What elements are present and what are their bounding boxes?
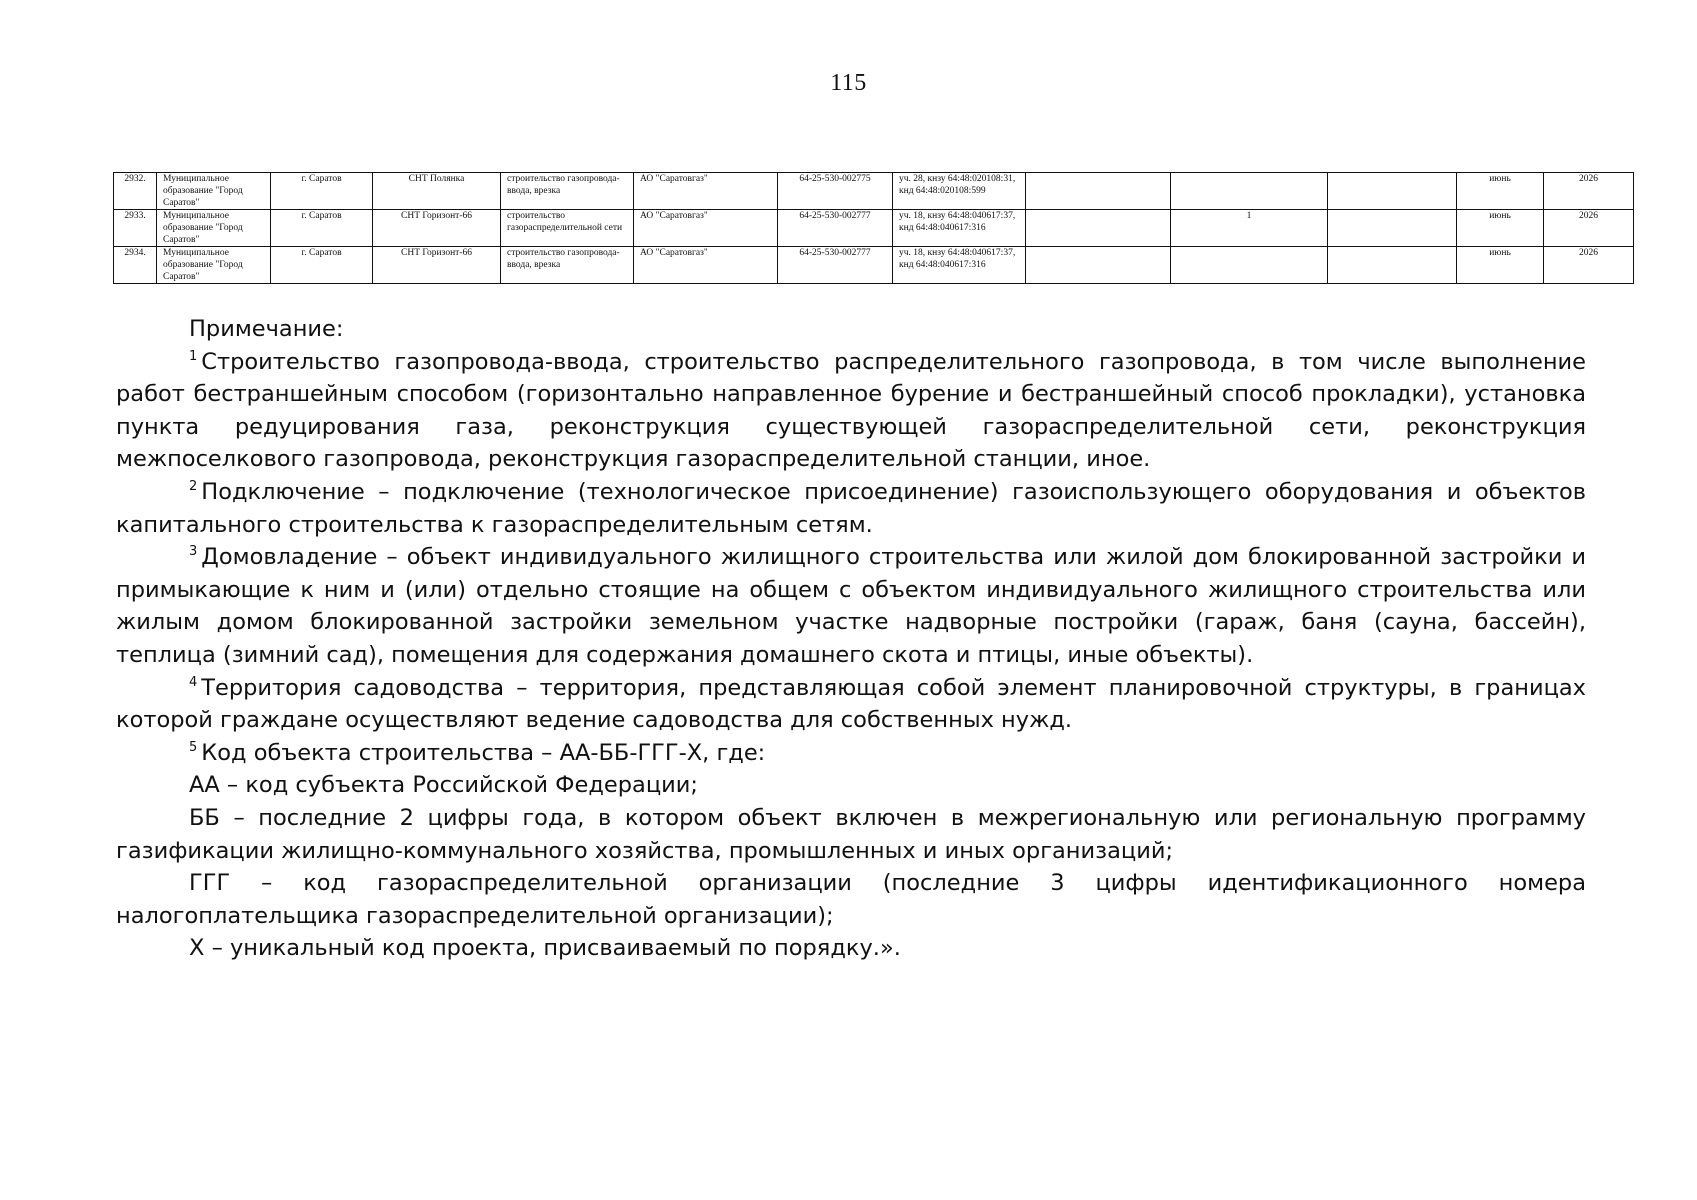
- notes-section: [116, 313, 1586, 965]
- note-text: Код объекта строительства – АА-ББ-ГГГ-Х, где:: [201, 739, 766, 766]
- note-text: Подключение – подключение (технологическое присоединение) газоиспользующего оборудования и объектов капитального строительства к газораспределительным сетям.: [116, 478, 1586, 538]
- city-cell: г. Саратов: [271, 210, 373, 247]
- note-item: [116, 672, 1586, 737]
- object-code-cell: 64-25-530-002775: [778, 173, 893, 210]
- code-line: ББ – последние 2 цифры года, в котором объект включен в межрегиональную или региональную программу газификации жилищно-коммунального хозяйства, промышленных и иных организаций;: [116, 804, 1586, 864]
- notes-heading: Примечание:: [189, 316, 344, 342]
- territory-cell: СНТ Полянка: [373, 173, 501, 210]
- empty-cell: [1026, 173, 1171, 210]
- code-line: ГГГ – код газораспределительной организации (последние 3 цифры идентификационного номера налогоплательщика газораспределительной организации);: [116, 870, 1586, 929]
- work-type-cell: строительство газопровода-ввода, врезка: [501, 173, 634, 210]
- note-text: Домовладение – объект индивидуального жилищного строительства или жилой дом блокированной застройки и примыкающие к ним и (или) отдельно стоящие на общем с объектом индивидуального жилищного строительства или жилым домом блокированной застройки земельном участке надворные постройки (гараж, баня (сауна, бассейн), теплица (зимний сад), помещения для содержания домашнего скота и птицы, иные объекты).: [116, 544, 1586, 668]
- work-type-cell: строительство газопровода-ввода, врезка: [501, 247, 634, 284]
- empty-cell: [1328, 210, 1457, 247]
- table-row: [114, 173, 1634, 210]
- footnote-marker: 5: [189, 739, 198, 755]
- month-cell: июнь: [1457, 173, 1544, 210]
- empty-cell: [1026, 210, 1171, 247]
- organization-cell: АО "Саратовгаз": [634, 247, 778, 284]
- empty-cell: [1328, 247, 1457, 284]
- count-cell: 1: [1171, 210, 1328, 247]
- code-line: Х – уникальный код проекта, присваиваемый по порядку.».: [189, 935, 901, 962]
- plot-cell: уч. 18, кнзу 64:48:040617:37, кнд 64:48:040617:316: [893, 210, 1026, 247]
- city-cell: г. Саратов: [271, 247, 373, 284]
- month-cell: июнь: [1457, 247, 1544, 284]
- footnote-marker: 3: [189, 544, 198, 560]
- territory-cell: СНТ Горизонт-66: [373, 247, 501, 284]
- work-type-cell: строительство газораспределительной сети: [501, 210, 634, 247]
- plot-cell: уч. 28, кнзу 64:48:020108:31, кнд 64:48:020108:599: [893, 173, 1026, 210]
- table-row: [114, 210, 1634, 247]
- note-item: [116, 737, 1586, 770]
- year-cell: 2026: [1544, 173, 1634, 210]
- note-text: Территория садоводства – территория, представляющая собой элемент планировочной структуры, в границах которой граждане осуществляют ведение садоводства для собственных нужд.: [116, 674, 1586, 734]
- empty-cell: [1328, 173, 1457, 210]
- note-item: [116, 346, 1586, 476]
- month-cell: июнь: [1457, 210, 1544, 247]
- plot-cell: уч. 18, кнзу 64:48:040617:37, кнд 64:48:040617:316: [893, 247, 1026, 284]
- object-code-cell: 64-25-530-002777: [778, 210, 893, 247]
- footnote-marker: 1: [189, 348, 198, 364]
- year-cell: 2026: [1544, 247, 1634, 284]
- organization-cell: АО "Саратовгаз": [634, 210, 778, 247]
- municipality-cell: Муниципальное образование "Город Саратов": [157, 173, 271, 210]
- note-text: Строительство газопровода-ввода, строительство распределительного газопровода, в том числе выполнение работ бестраншейным способом (горизонтально направленное бурение и бестраншейный способ прокладки), установка пункта редуцирования газа, реконструкция существующей газораспределительной сети, реконструкция межпоселкового газопровода, реконструкция газораспределительной станции, иное.: [116, 348, 1586, 473]
- row-number: 2932.: [114, 173, 157, 210]
- count-cell: [1171, 173, 1328, 210]
- object-code-cell: 64-25-530-002777: [778, 247, 893, 284]
- code-line: АА – код субъекта Российской Федерации;: [189, 772, 698, 799]
- row-number: 2934.: [114, 247, 157, 284]
- count-cell: [1171, 247, 1328, 284]
- municipality-cell: Муниципальное образование "Город Саратов": [157, 210, 271, 247]
- objects-table: [113, 172, 1634, 284]
- year-cell: 2026: [1544, 210, 1634, 247]
- footnote-marker: 4: [189, 674, 198, 690]
- note-item: [116, 476, 1586, 541]
- empty-cell: [1026, 247, 1171, 284]
- organization-cell: АО "Саратовгаз": [634, 173, 778, 210]
- footnote-marker: 2: [189, 478, 198, 494]
- row-number: 2933.: [114, 210, 157, 247]
- page-number: 115: [830, 70, 867, 96]
- table-row: [114, 247, 1634, 284]
- territory-cell: СНТ Горизонт-66: [373, 210, 501, 247]
- city-cell: г. Саратов: [271, 173, 373, 210]
- note-item: [116, 541, 1586, 671]
- municipality-cell: Муниципальное образование "Город Саратов": [157, 247, 271, 284]
